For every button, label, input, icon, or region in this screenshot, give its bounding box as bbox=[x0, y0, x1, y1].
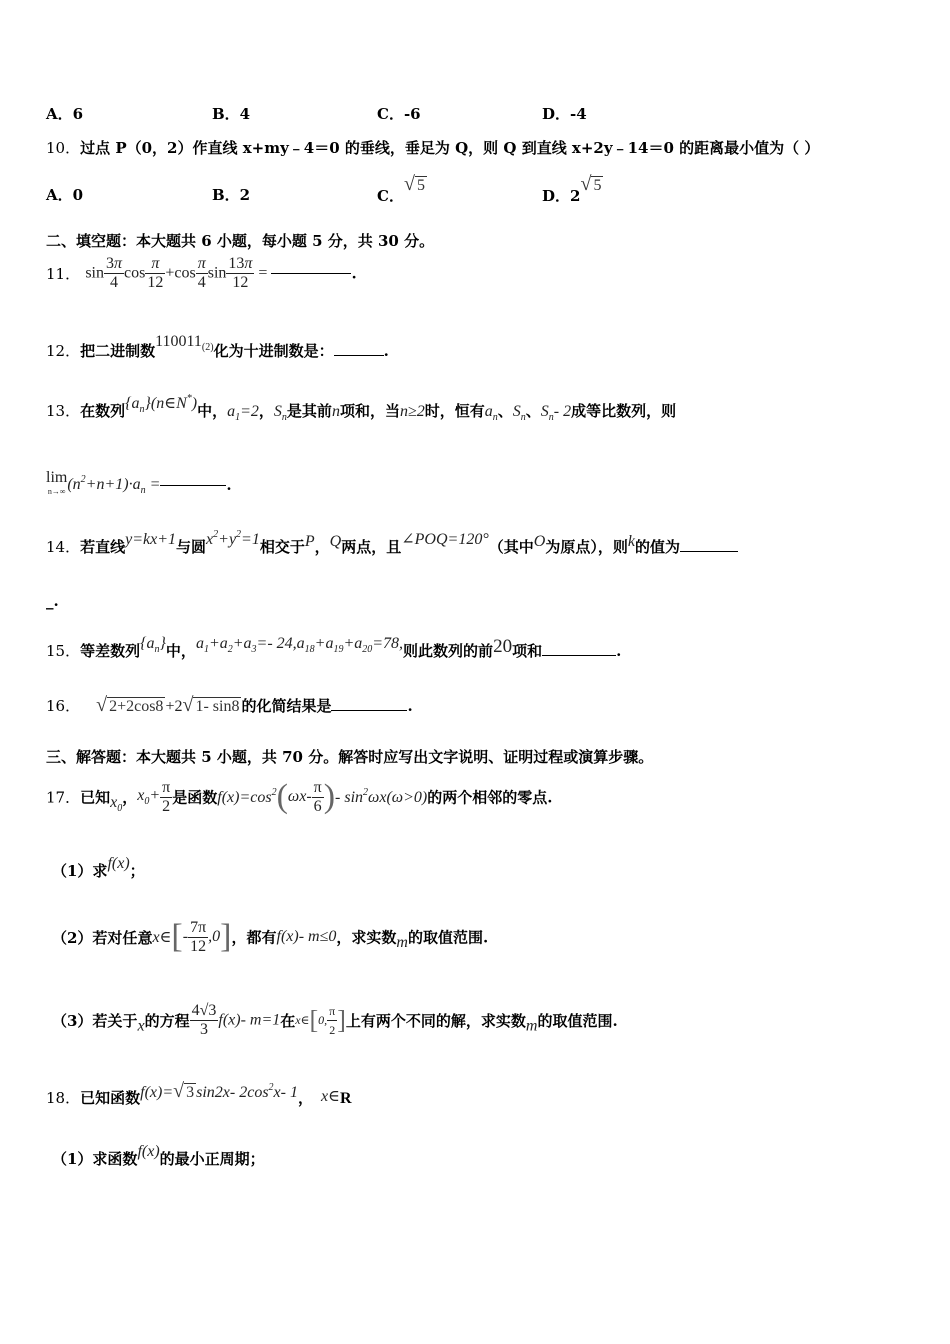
answer-blank[interactable] bbox=[334, 355, 384, 356]
question-text: 过点 P（0，2）作直线 x+my﹣4＝0 的垂线，垂足为 Q，则 Q 到直线 x+2y﹣14＝0 的距离最小值为（ ） bbox=[80, 139, 820, 157]
question-13-limit: lim n→∞ $(n^2+n+1)\cdot a_n$ = . bbox=[46, 469, 232, 496]
sqrt-value: 5 bbox=[593, 177, 602, 194]
sqrt-icon: √ bbox=[580, 173, 592, 195]
sqrt-icon: √ bbox=[182, 694, 194, 716]
question-11: 11． sin $\frac{3\pi}{4}$ cos $\frac{\pi}{12}$ +cos $\frac{\pi}{4}$ sin $\frac{13\pi}{12}$ = . bbox=[46, 255, 357, 291]
section-2-heading: 二、填空题：本大题共 6 小题，每小题 5 分，共 30 分。 bbox=[46, 232, 435, 250]
question-14-tail: _. bbox=[46, 592, 59, 610]
option-label: C． bbox=[377, 187, 404, 205]
question-18: 18．已知函数f(x)=√ 3 sin2x- $2\cos^2x-$ 1， x∈R bbox=[46, 1080, 352, 1107]
question-13: 13．在数列$\{a_n\}(n\in N^*)$中，$a_1=2$，$S_n$是其前n项和，当n≥2时，恒有$a_n$、$S_n$、$S_n-$ 2成等比数列，则 bbox=[46, 393, 677, 423]
q9-option-d: D．-4 bbox=[542, 105, 587, 123]
question-18-part-1: （1）求函数f(x)的最小正周期； bbox=[52, 1143, 265, 1168]
sqrt-icon: √ bbox=[403, 173, 415, 195]
sqrt-icon: √ bbox=[96, 694, 108, 716]
question-14: 14．若直线y=kx+1与圆$x^2+y^2=1$相交于P，Q两点，且∠POQ=120°（其中O为原点），则k的值为 bbox=[46, 536, 738, 557]
q11-frac: $\frac{3\pi}{4}$ bbox=[106, 255, 123, 291]
question-number: 11． bbox=[46, 265, 81, 283]
question-10 bbox=[46, 137, 819, 158]
lim-operator: lim n→∞ bbox=[46, 469, 68, 496]
question-17-part-2: （2）若对任意x∈[- $\frac{7\pi}{12}$ ,0]，都有f(x)- m≤0，求实数m的取值范围. bbox=[52, 918, 489, 955]
q11-formula: sin bbox=[85, 264, 104, 282]
question-17: 17．已知$x_0$，$x_0+$ $\frac{\pi}{2}$ 是函数$f(x)=\cos^2(\omega x-$ $\frac{\pi}{6}$ )- $\sin^2\omega x(\omega>0)$的两个相邻的零点. bbox=[46, 778, 553, 815]
question-16: 16． √ 2+2cos8 +2√ 1- sin8 的化简结果是 . bbox=[46, 694, 413, 716]
option-label: D．2 bbox=[542, 187, 581, 205]
question-12: 12．把二进制数110011$^{(2)}$化为十进制数是： . bbox=[46, 333, 389, 360]
question-17-part-1: （1）求f(x)； bbox=[52, 855, 145, 880]
question-17-part-3: （3）若关于x的方程 $\frac{4√3}{3}$ f(x)- m=1在x∈[0, $\frac{\pi}{2}$ ]上有两个不同的解，求实数m的取值范围. bbox=[52, 1002, 618, 1038]
binary-number: 110011 bbox=[155, 333, 202, 350]
q9-option-a: A．6 bbox=[46, 105, 84, 123]
answer-blank[interactable] bbox=[160, 485, 226, 486]
section-3-heading: 三、解答题：本大题共 5 小题，共 70 分。解答时应写出文字说明、证明过程或演算步骤。 bbox=[46, 748, 654, 766]
answer-blank[interactable] bbox=[331, 710, 407, 711]
q10-option-c bbox=[377, 173, 427, 205]
answer-blank[interactable] bbox=[542, 655, 616, 656]
q10-option-a: A．0 bbox=[46, 186, 84, 204]
q10-option-b: B．2 bbox=[212, 186, 251, 204]
q9-option-c: C．-6 bbox=[377, 105, 421, 123]
question-number: 10． bbox=[46, 139, 81, 157]
answer-blank[interactable] bbox=[680, 551, 738, 552]
answer-blank[interactable] bbox=[271, 273, 351, 274]
question-15: 15．等差数列$\{a_n\}$中，$a_1+a_2+a_3=-$ $24,a_{18}+a_{19}+a_{20}=78$,则此数列的前20项和 . bbox=[46, 635, 622, 660]
sqrt-value: 5 bbox=[416, 177, 425, 194]
q9-option-b: B．4 bbox=[212, 105, 251, 123]
sqrt-icon: √ bbox=[173, 1080, 185, 1102]
q10-option-d bbox=[542, 173, 603, 205]
